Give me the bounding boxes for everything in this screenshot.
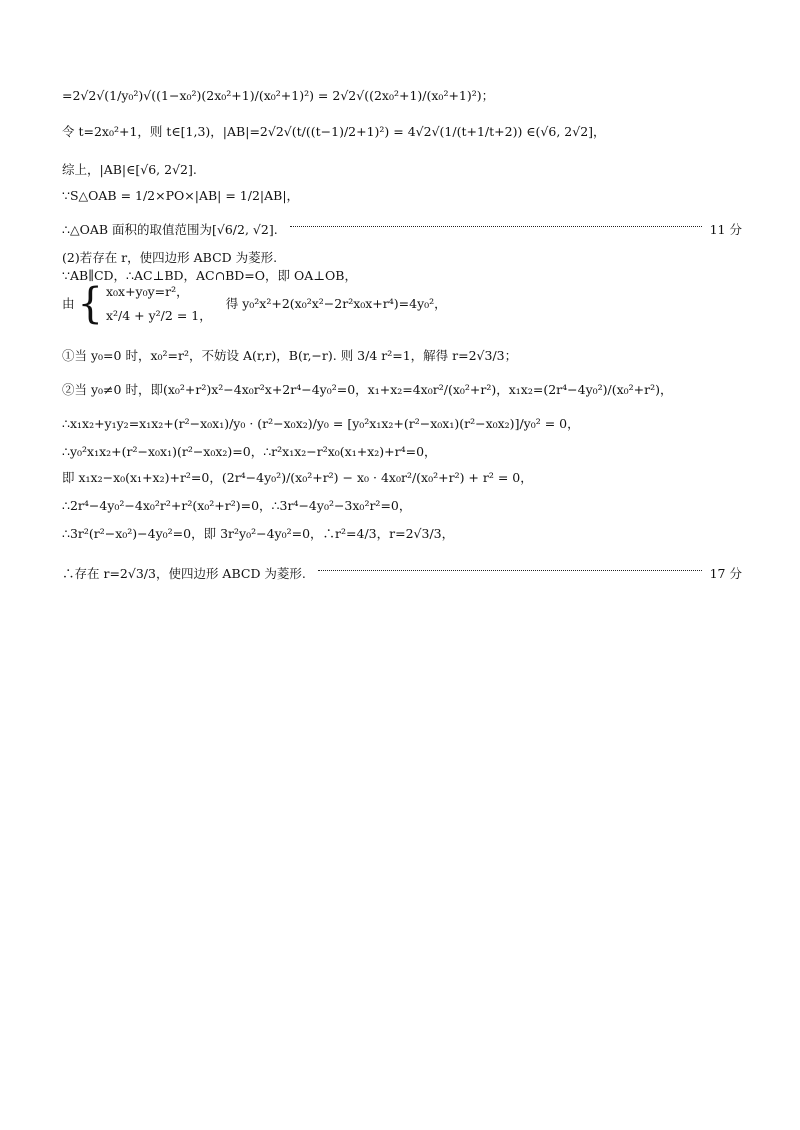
solution-line-10	[62, 416, 742, 432]
solution-line-11	[62, 444, 742, 460]
solution-line-4	[62, 188, 742, 204]
system-result: 得 y₀²x²+2(x₀²x²−2r²x₀x+r⁴)=4y₀²，	[225, 296, 447, 311]
line-text: ①当 y₀=0 时，x₀²=r²，不妨设 A(r,r)，B(r,−r). 则 3/4 r²=1，解得 r=2√3/3；	[62, 348, 518, 363]
line-text: ②当 y₀≠0 时，即(x₀²+r²)x²−4x₀r²x+2r⁴−4y₀²=0，x₁+x₂=4x₀r²/(x₀²+r²)，x₁x₂=(2r⁴−4y₀²)/(x₀²+r²)，	[62, 382, 673, 397]
solution-line-6	[62, 250, 742, 266]
solution-line-12	[62, 470, 742, 486]
solution-line-3	[62, 162, 742, 178]
line-text: ∴3r²(r²−x₀²)−4y₀²=0，即 3r²y₀²−4y₀²=0，∴r²=4/3，r=2√3/3，	[62, 526, 455, 541]
system-row-2: x²/4 + y²/2 = 1，	[105, 308, 212, 323]
system-prefix: 由	[62, 296, 75, 311]
score-leader-dots	[290, 226, 702, 227]
line-text: 令 t=2x₀²+1，则 t∈[1,3)，|AB|=2√2√(t/((t−1)/2+1)²) = 4√2√(1/(t+1/t+2)) ∈(√6, 2√2]，	[62, 124, 606, 139]
line-text: =2√2√(1/y₀²)√((1−x₀²)(2x₀²+1)/(x₀²+1)²) = 2√2√((2x₀²+1)/(x₀²+1)²)；	[62, 88, 495, 103]
solution-line-8	[62, 348, 742, 364]
line-text: ∵S△OAB = 1/2×PO×|AB| = 1/2|AB|，	[62, 188, 300, 203]
score-label: 17 分	[709, 566, 742, 581]
score-leader-dots	[318, 570, 702, 571]
left-brace-icon: {	[77, 279, 103, 329]
solution-line-13	[62, 498, 742, 514]
line-text: ∴y₀²x₁x₂+(r²−x₀x₁)(r²−x₀x₂)=0，∴r²x₁x₂−r²x₀(x₁+x₂)+r⁴=0，	[62, 444, 437, 459]
line-text: ∴△OAB 面积的取值范围为[√6/2, √2].	[62, 222, 278, 237]
solution-line-7	[62, 268, 742, 284]
solution-line-5	[62, 222, 742, 238]
line-text: ∴存在 r=2√3/3，使四边形 ABCD 为菱形.	[62, 566, 306, 581]
line-text: 综上，|AB|∈[√6, 2√2].	[62, 162, 197, 177]
line-text: ∴2r⁴−4y₀²−4x₀²r²+r²(x₀²+r²)=0，∴3r⁴−4y₀²−3x₀²r²=0，	[62, 498, 412, 513]
system-row-1: x₀x+y₀y=r²，	[105, 284, 189, 299]
line-text: (2)若存在 r，使四边形 ABCD 为菱形.	[62, 250, 278, 265]
solution-line-9	[62, 382, 742, 398]
solution-line-1	[62, 88, 742, 104]
line-text: ∴x₁x₂+y₁y₂=x₁x₂+(r²−x₀x₁)/y₀ · (r²−x₀x₂)/y₀ = [y₀²x₁x₂+(r²−x₀x₁)(r²−x₀x₂)]/y₀² = 0，	[62, 416, 580, 431]
solution-line-2	[62, 124, 742, 140]
line-text: ∵AB∥CD，∴AC⊥BD，AC∩BD=O，即 OA⊥OB，	[62, 268, 357, 283]
score-label: 11 分	[709, 222, 742, 237]
solution-line-15	[62, 566, 742, 582]
system-rows	[106, 284, 212, 324]
solution-line-14	[62, 526, 742, 542]
line-text: 即 x₁x₂−x₀(x₁+x₂)+r²=0，(2r⁴−4y₀²)/(x₀²+r²) − x₀ · 4x₀r²/(x₀²+r²) + r² = 0，	[62, 470, 533, 485]
equation-system	[62, 279, 447, 329]
